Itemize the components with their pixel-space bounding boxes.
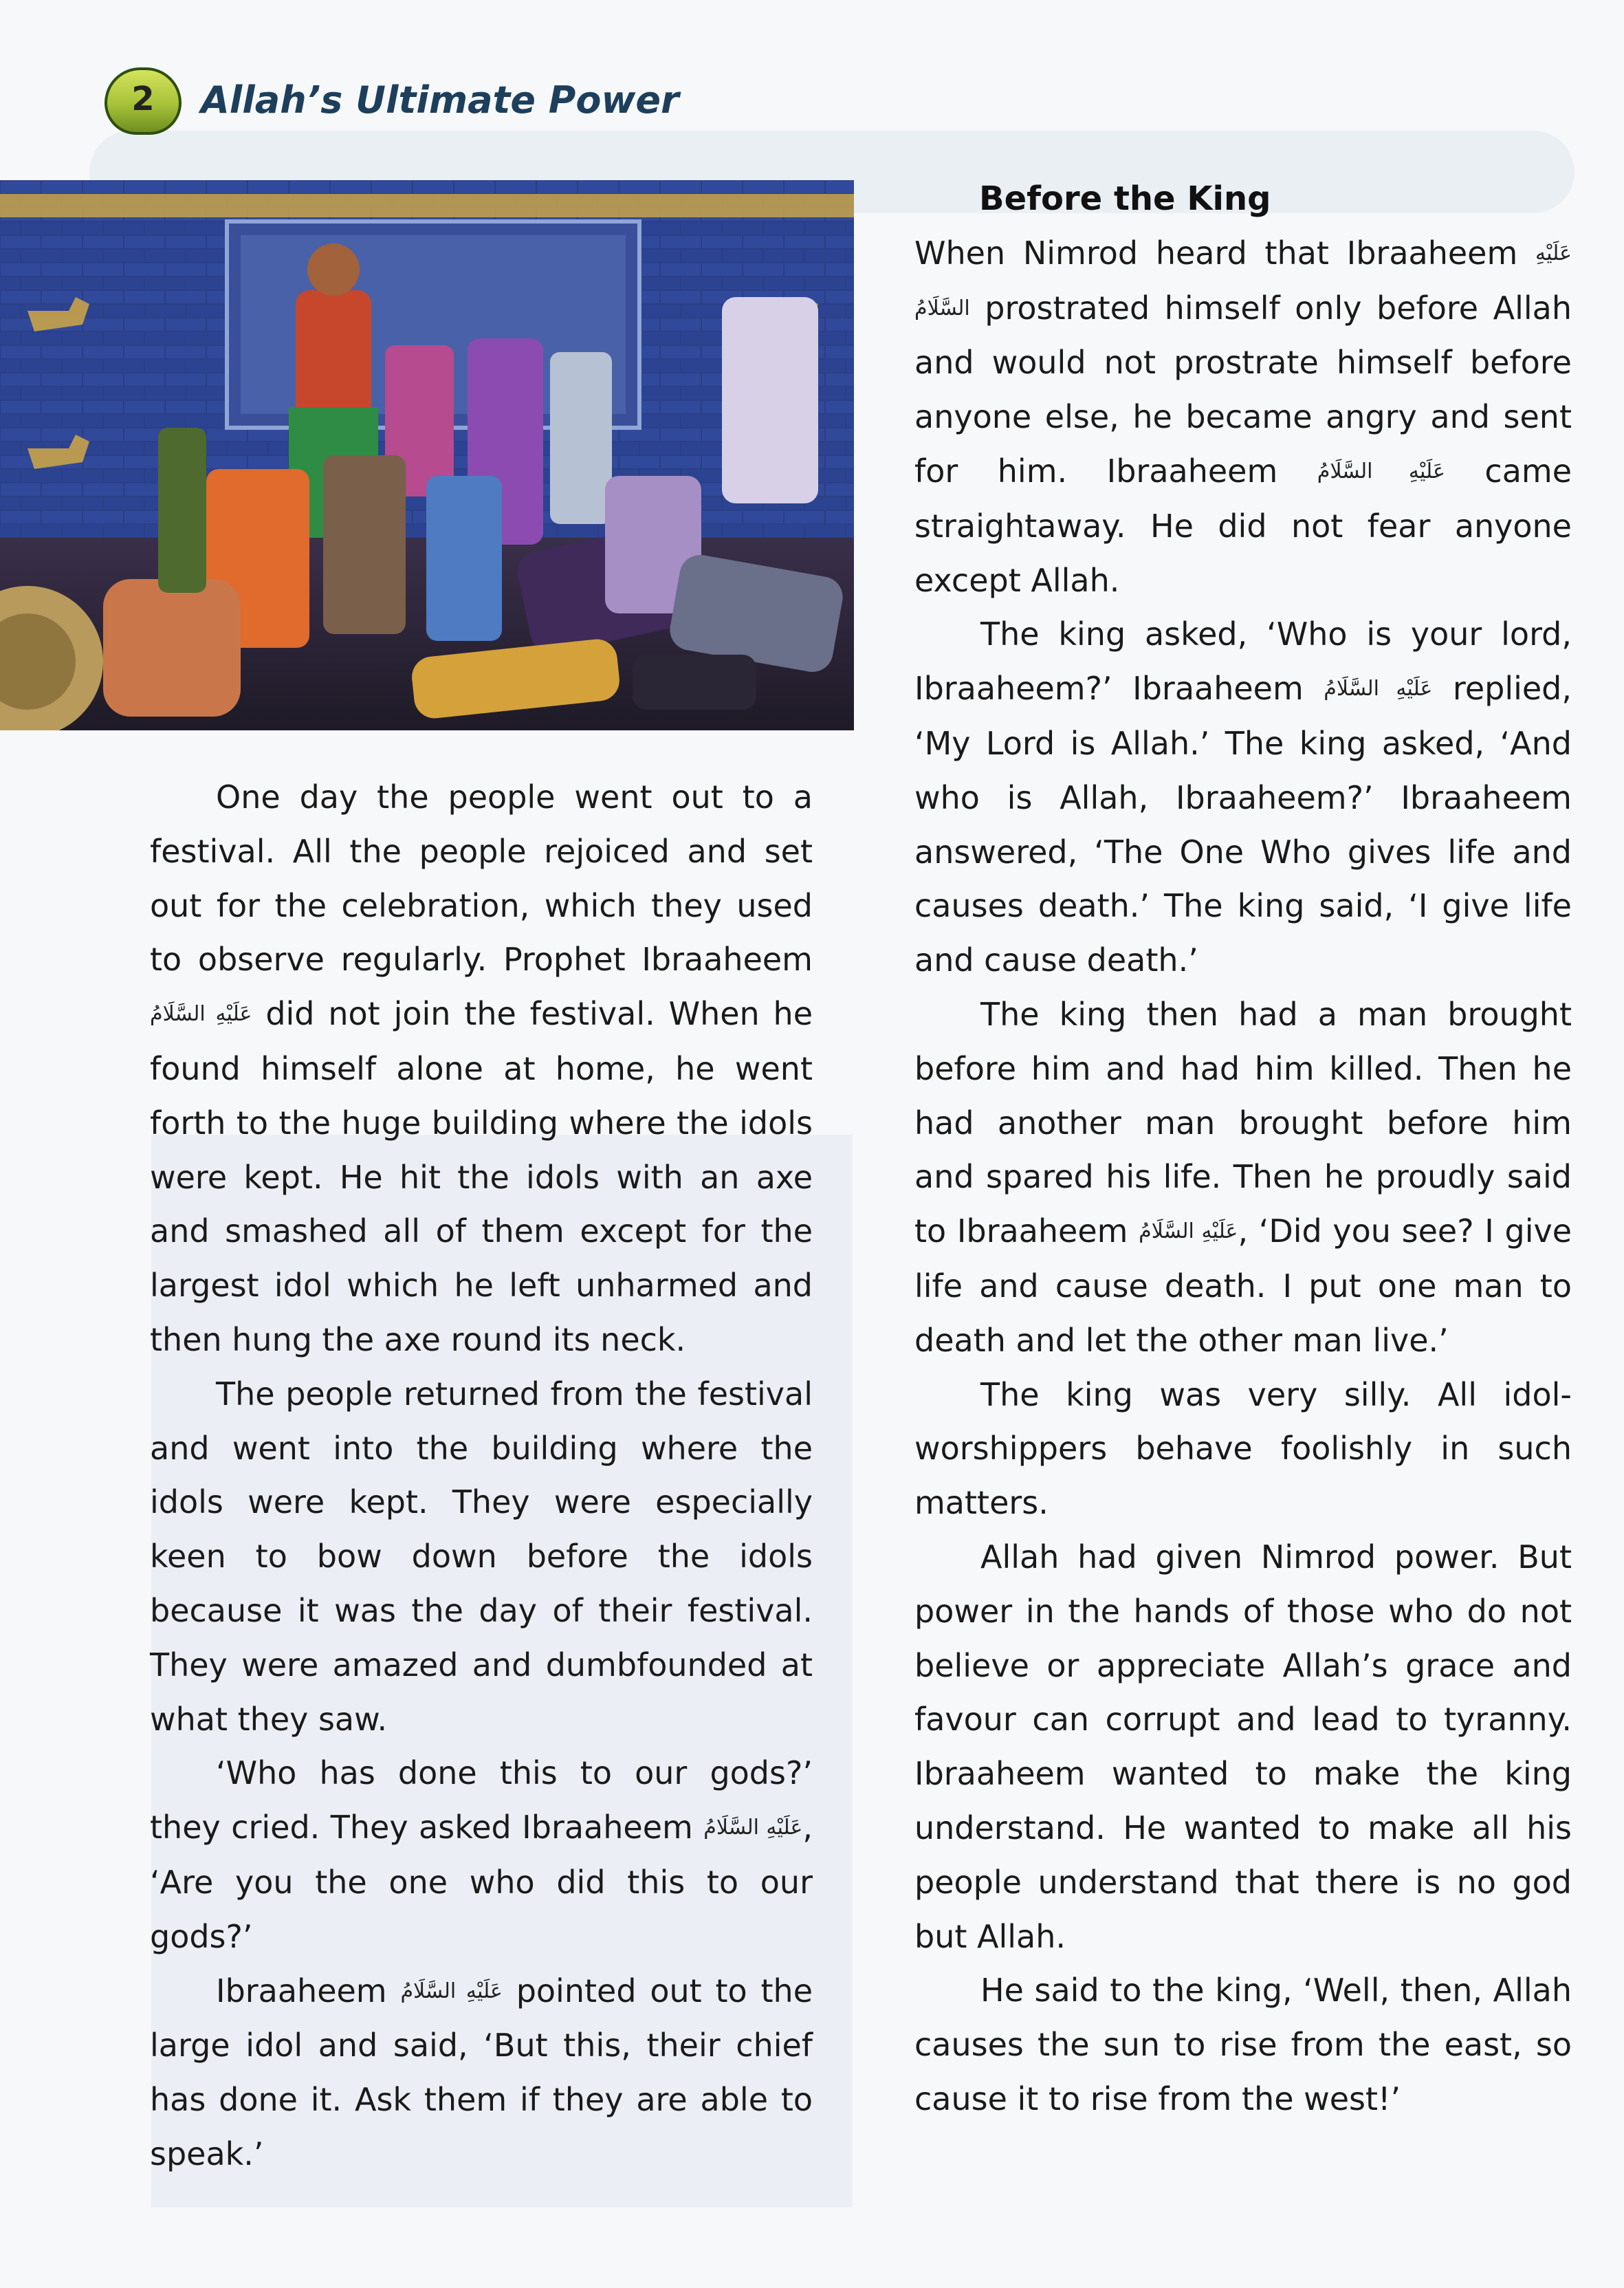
- story-paragraph: The king was very silly. All idol-worshippers behave foolishly in such matters.: [914, 1375, 1572, 1522]
- story-paragraph: The king asked, ‘Who is your lord, Ibraaheem?’ Ibraaheem عَلَيْهِ السَّلَامُ replied, ‘My Lord is Allah.’ The king asked, ‘And who is Allah, Ibraaheem?’ Ibraaheem answered, ‘The One Who gives life and causes death.’ The king said, ‘I give life and cause death.’: [914, 615, 1572, 979]
- honorific-symbol: عَلَيْهِ السَّلَامُ: [1139, 1219, 1238, 1244]
- honorific-symbol: عَلَيْهِ السَّلَامُ: [400, 1979, 503, 2003]
- story-paragraph: The people returned from the festival and went into the building where the idols were kept. They were especially keen to bow down before the idols because it was the day of their festival. They were amazed and dumbfounded at what they saw.: [150, 1375, 813, 1738]
- honorific-symbol: عَلَيْهِ السَّلَامُ: [150, 1002, 252, 1027]
- idol-temple-image: [0, 180, 854, 730]
- page-number: 2: [131, 80, 155, 118]
- honorific-symbol: عَلَيْهِ السَّلَامُ: [1317, 459, 1445, 483]
- page-number-badge: [105, 67, 182, 135]
- right-column: [914, 172, 1572, 2126]
- section-heading: Before the King: [979, 179, 1271, 218]
- story-paragraph: One day the people went out to a festival. All the people rejoiced and set out for the celebration, which they used to observe regularly. Prophet Ibraaheem عَلَيْهِ السَّلَامُ did not join the festival. When he found himself alone at home, he went forth to the huge building where the idols were kept. He hit the idols with an axe and smashed all of them except for the largest idol which he left unharmed and then hung the axe round its neck.: [150, 778, 813, 1358]
- left-column: [150, 770, 813, 2181]
- story-paragraph: When Nimrod heard that Ibraaheem عَلَيْهِ السَّلَامُ prostrated himself only before Allah and would not prostrate himself before anyone else, he became angry and sent for him. Ibraaheem عَلَيْهِ السَّلَامُ came straightaway. He did not fear anyone except Allah.: [914, 234, 1572, 599]
- honorific-symbol: عَلَيْهِ السَّلَامُ: [1324, 677, 1433, 701]
- story-paragraph: He said to the king, ‘Well, then, Allah causes the sun to rise from the east, so cause it to rise from the west!’: [914, 1972, 1572, 2117]
- story-paragraph: Allah had given Nimrod power. But power in the hands of those who do not believe or appreciate Allah’s grace and favour can corrupt and lead to tyranny. Ibraaheem wanted to make the king understand. He wanted to make all his people understand that there is no god but Allah.: [914, 1538, 1572, 1955]
- chapter-title: Allah’s Ultimate Power: [201, 78, 679, 122]
- honorific-symbol: عَلَيْهِ السَّلَامُ: [703, 1816, 803, 1840]
- honorific-symbol: عَلَيْهِ السَّلَامُ: [914, 241, 1572, 320]
- story-paragraph: The king then had a man brought before him and had him killed. Then he had another man brought before him and spared his life. Then he proudly said to Ibraaheem عَلَيْهِ السَّلَامُ, ‘Did you see? I give life and cause death. I put one man to death and let the other man live.’: [914, 995, 1572, 1359]
- story-paragraph: ‘Who has done this to our gods?’ they cried. They asked Ibraaheem عَلَيْهِ السَّلَامُ, ‘Are you the one who did this to our gods?’: [150, 1754, 813, 1955]
- story-paragraph: Ibraaheem عَلَيْهِ السَّلَامُ pointed out to the large idol and said, ‘But this, their chief has done it. Ask them if they are able to speak.’: [150, 1972, 813, 2172]
